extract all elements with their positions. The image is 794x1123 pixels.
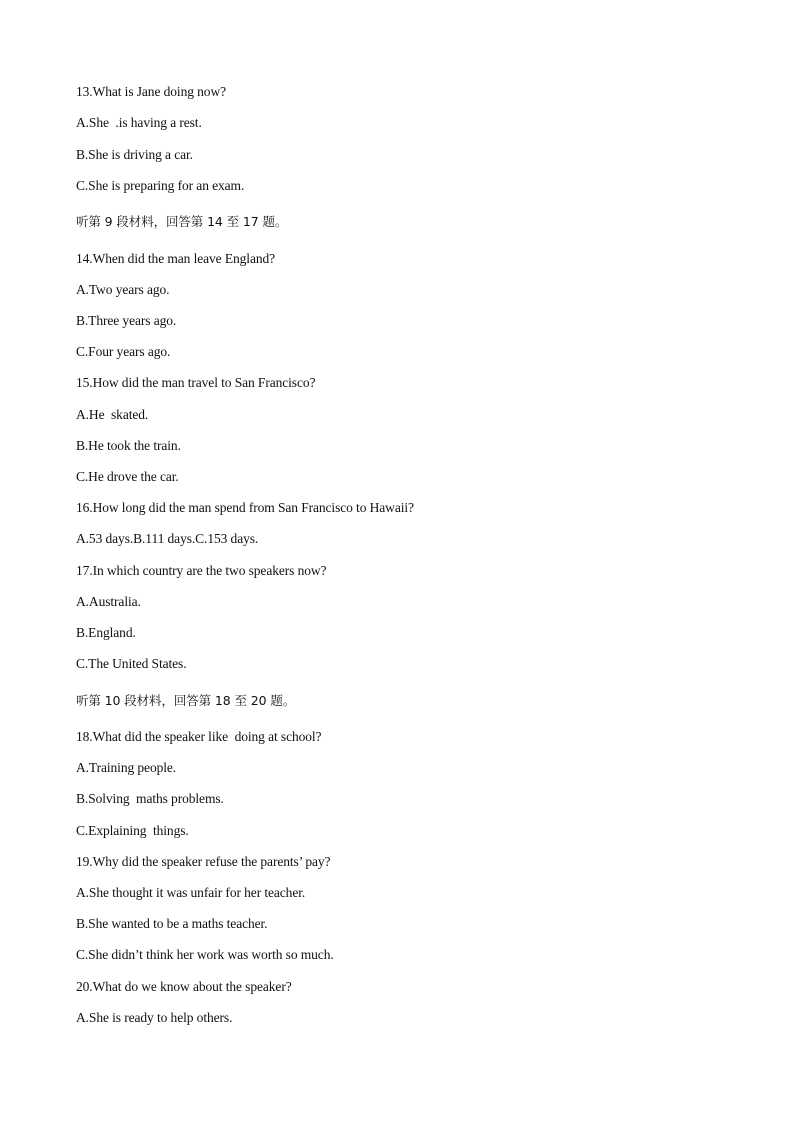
q14-option-b: B.Three years ago.	[76, 313, 177, 328]
q17-option-c: C.The United States.	[76, 656, 187, 671]
q13-option-b: B.She is driving a car.	[76, 147, 193, 162]
q16-options: A.53 days.B.111 days.C.153 days.	[76, 531, 259, 546]
q14-option-a: A.Two years ago.	[76, 282, 170, 297]
q19-option-a: A.She thought it was unfair for her teacher.	[76, 885, 306, 900]
q20-option-a: A.She is ready to help others.	[76, 1010, 233, 1025]
q18-option-c: C.Explaining things.	[76, 823, 189, 838]
question-16: 16.How long did the man spend from San Francisco to Hawaii?	[76, 500, 414, 515]
section-9-instruction: 听第 9 段材料，回答第 14 至 17 题。	[76, 214, 288, 229]
q15-option-c: C.He drove the car.	[76, 469, 179, 484]
section-10-instruction: 听第 10 段材料，回答第 18 至 20 题。	[76, 693, 296, 708]
question-20: 20.What do we know about the speaker?	[76, 979, 292, 994]
q13-option-a: A.She .is having a rest.	[76, 115, 202, 130]
q13-option-c: C.She is preparing for an exam.	[76, 178, 245, 193]
q19-option-b: B.She wanted to be a maths teacher.	[76, 916, 268, 931]
q18-option-b: B.Solving maths problems.	[76, 791, 224, 806]
question-13: 13.What is Jane doing now?	[76, 84, 226, 99]
question-18: 18.What did the speaker like doing at school?	[76, 729, 322, 744]
q15-option-b: B.He took the train.	[76, 438, 181, 453]
q17-option-b: B.England.	[76, 625, 136, 640]
q14-option-c: C.Four years ago.	[76, 344, 171, 359]
question-19: 19.Why did the speaker refuse the parents’ pay?	[76, 854, 331, 869]
question-14: 14.When did the man leave England?	[76, 251, 276, 266]
question-17: 17.In which country are the two speakers now?	[76, 563, 327, 578]
q17-option-a: A.Australia.	[76, 594, 141, 609]
q19-option-c: C.She didn’t think her work was worth so much.	[76, 947, 334, 962]
question-15: 15.How did the man travel to San Francisco?	[76, 375, 316, 390]
q15-option-a: A.He skated.	[76, 407, 149, 422]
q18-option-a: A.Training people.	[76, 760, 177, 775]
